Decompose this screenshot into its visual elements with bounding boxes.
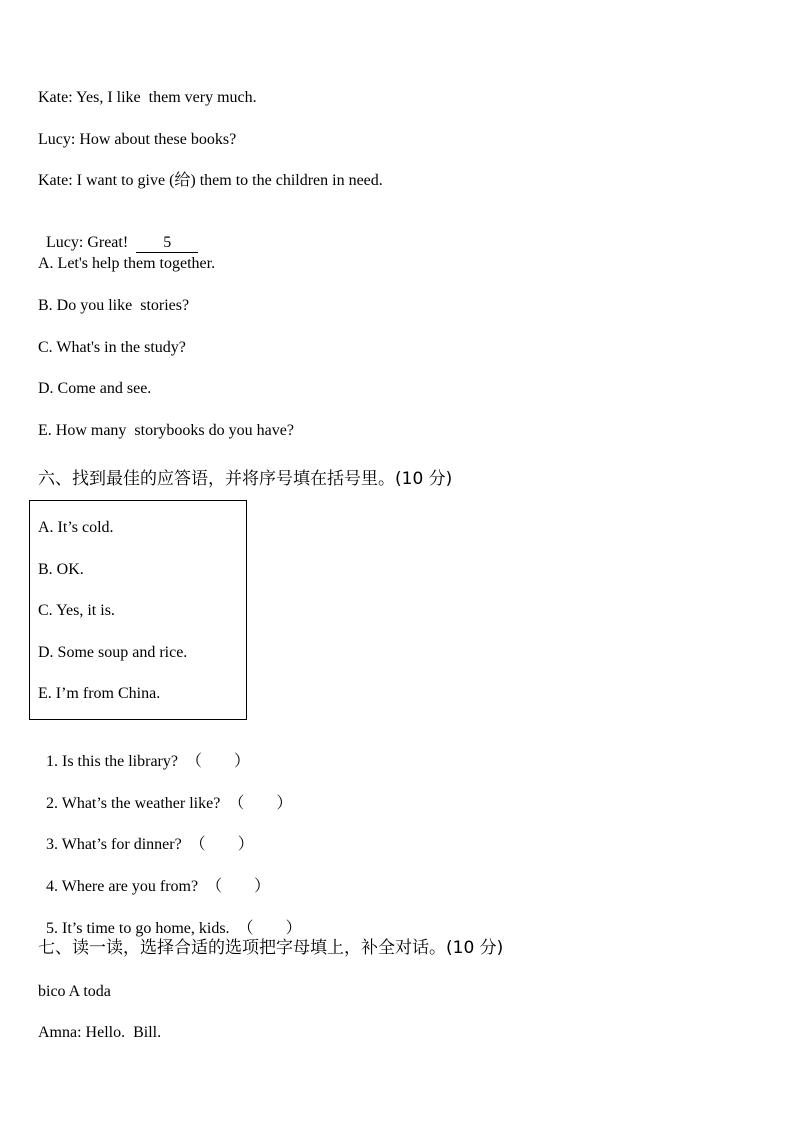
dialogue-line-4-text: Lucy: Great! <box>46 234 137 251</box>
question-3 <box>38 815 254 855</box>
option-c: C. What's in the study? <box>38 339 186 356</box>
answer-paren-2[interactable]: （ ） <box>228 795 293 812</box>
section-6-heading: 六、找到最佳的应答语，并将序号填在括号里。(10 分) <box>38 469 453 489</box>
box-option-e: E. I’m from China. <box>38 685 161 702</box>
box-option-b: B. OK. <box>38 561 84 578</box>
question-2 <box>38 774 292 814</box>
box-option-c: C. Yes, it is. <box>38 602 115 619</box>
answer-paren-1[interactable]: （ ） <box>185 753 250 770</box>
question-2-text: 2. What’s the weather like? <box>46 795 229 812</box>
section-7-line-2: Amna: Hello. Bill. <box>38 1024 162 1041</box>
dialogue-line-2: Lucy: How about these books? <box>38 131 237 148</box>
answer-paren-3[interactable]: （ ） <box>189 836 254 853</box>
section-7-line-1: bico A toda <box>38 983 111 1000</box>
question-3-text: 3. What’s for dinner? <box>46 836 190 853</box>
dialogue-line-3: Kate: I want to give (给) them to the children in need. <box>38 172 383 189</box>
question-5-text: 5. It’s time to go home, kids. <box>46 920 238 937</box>
answer-paren-4[interactable]: （ ） <box>206 878 271 895</box>
dialogue-line-1: Kate: Yes, I like them very much. <box>38 89 257 106</box>
box-option-d: D. Some soup and rice. <box>38 644 188 661</box>
question-1-text: 1. Is this the library? <box>46 753 186 770</box>
dialogue-line-4 <box>38 213 198 253</box>
option-a: A. Let's help them together. <box>38 255 216 272</box>
question-1 <box>38 732 250 772</box>
option-e: E. How many storybooks do you have? <box>38 422 294 439</box>
question-4-text: 4. Where are you from? <box>46 878 207 895</box>
answer-blank-5[interactable]: 5 <box>136 234 198 253</box>
question-4 <box>38 857 270 897</box>
answer-paren-5[interactable]: （ ） <box>237 920 302 937</box>
box-option-a: A. It’s cold. <box>38 519 114 536</box>
question-5 <box>38 899 302 939</box>
option-d: D. Come and see. <box>38 380 152 397</box>
section-7-heading: 七、读一读，选择合适的选项把字母填上，补全对话。(10 分) <box>38 938 504 958</box>
option-b: B. Do you like stories? <box>38 297 190 314</box>
